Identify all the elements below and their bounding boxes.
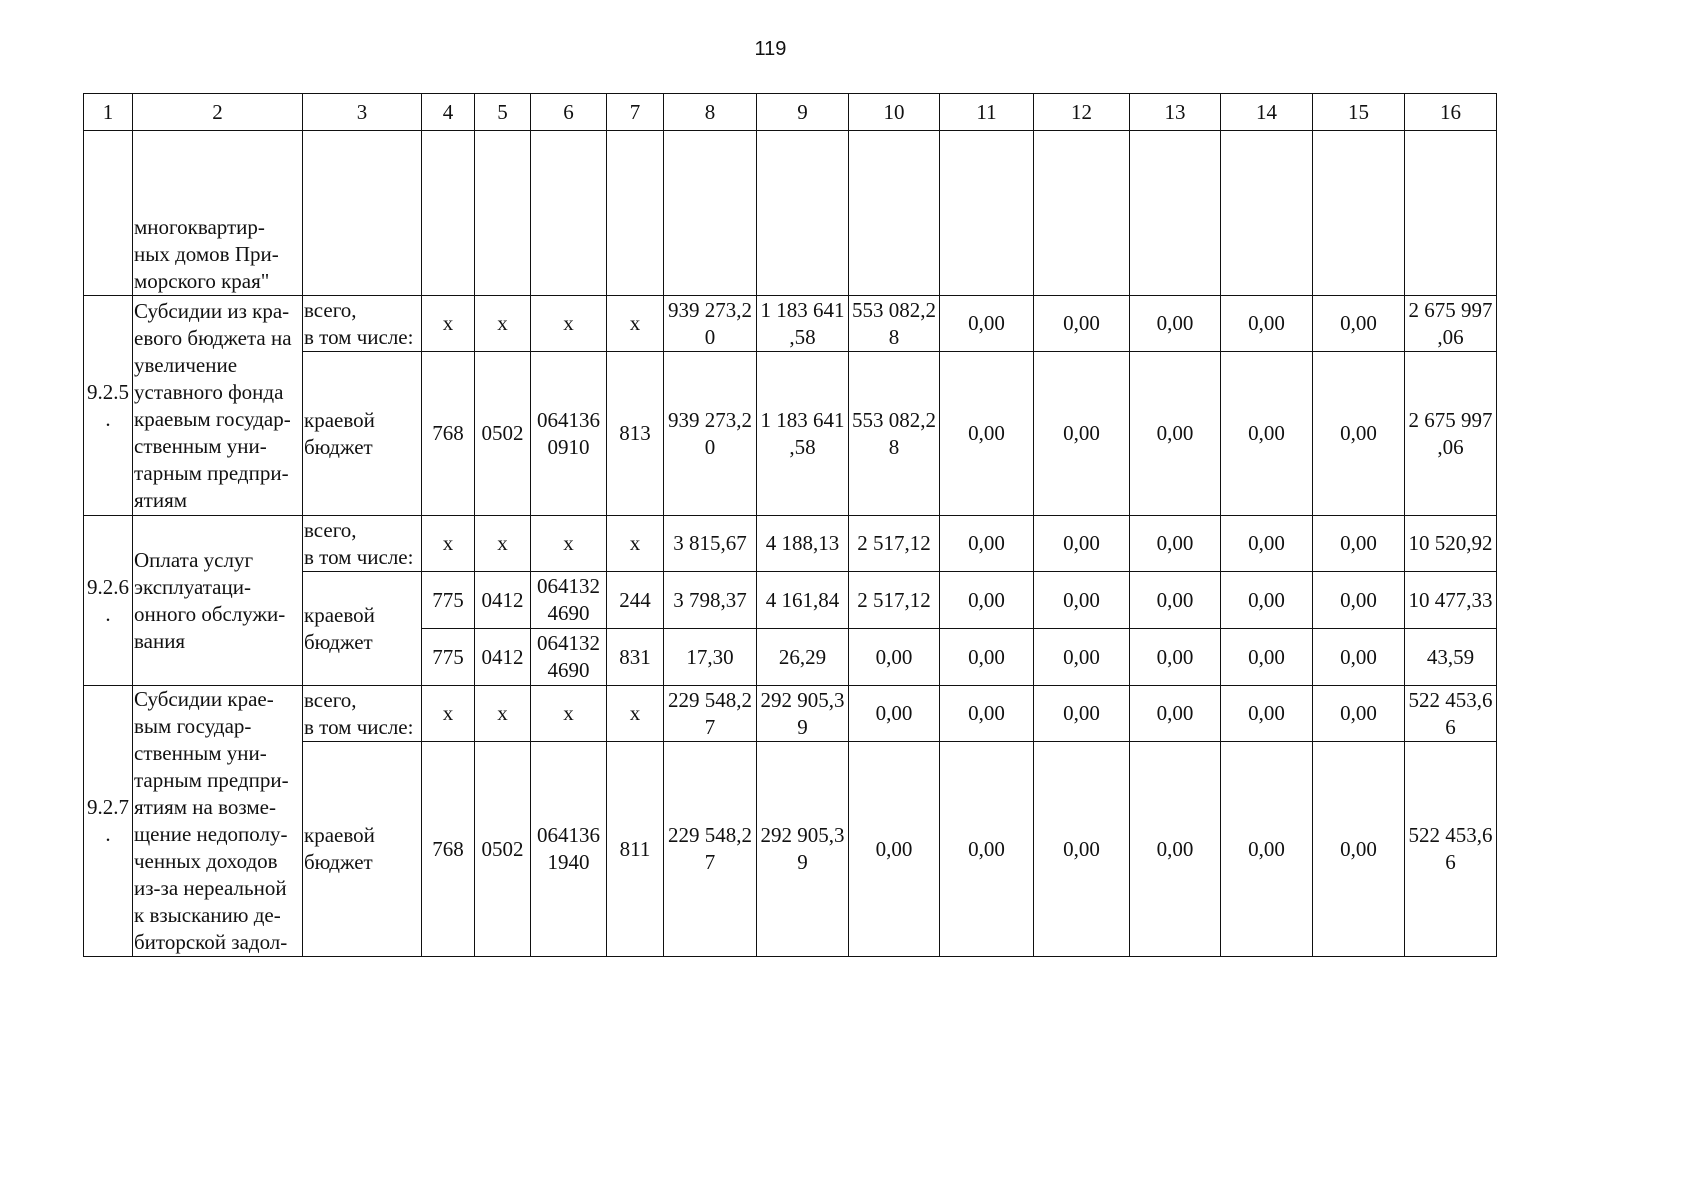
funding-source-cell: всего, в том числе: bbox=[303, 686, 422, 742]
value-cell: 0,00 bbox=[1034, 742, 1130, 957]
value-cell: 0,00 bbox=[1034, 296, 1130, 352]
value-cell: 0,00 bbox=[1130, 629, 1221, 686]
funding-source-cell: краевой бюджет bbox=[303, 352, 422, 516]
value-cell: 0,00 bbox=[849, 629, 940, 686]
value-cell: x bbox=[607, 686, 664, 742]
value-cell: 0,00 bbox=[940, 572, 1034, 629]
empty-cell bbox=[607, 131, 664, 296]
value-cell: 2 517,12 bbox=[849, 516, 940, 572]
row-number-cell: 9.2.6 . bbox=[84, 516, 133, 686]
table-row-9-2-7-total bbox=[84, 686, 1497, 742]
value-cell: 0,00 bbox=[849, 686, 940, 742]
value-cell: 0,00 bbox=[1221, 572, 1313, 629]
budget-table bbox=[83, 93, 1497, 957]
empty-cell bbox=[664, 131, 757, 296]
value-cell: 1 183 641 ,58 bbox=[757, 296, 849, 352]
event-name-cell: многоквартир- ных домов При- морского края" bbox=[133, 131, 303, 296]
value-cell: 0,00 bbox=[1221, 629, 1313, 686]
value-cell: x bbox=[531, 296, 607, 352]
value-cell: 0,00 bbox=[1130, 686, 1221, 742]
value-cell: 522 453,6 6 bbox=[1405, 686, 1497, 742]
value-cell: 0,00 bbox=[1313, 742, 1405, 957]
value-cell: 0,00 bbox=[1130, 516, 1221, 572]
value-cell: 292 905,3 9 bbox=[757, 742, 849, 957]
page-number: 119 bbox=[754, 38, 787, 60]
value-cell: 4 188,13 bbox=[757, 516, 849, 572]
value-cell: 0,00 bbox=[1313, 352, 1405, 516]
value-cell: 3 815,67 bbox=[664, 516, 757, 572]
value-cell: 0412 bbox=[475, 629, 531, 686]
table-row-9-2-6-total bbox=[84, 516, 1497, 572]
header-cell: 14 bbox=[1221, 94, 1313, 131]
funding-source-cell: краевой бюджет bbox=[303, 742, 422, 957]
value-cell: 0,00 bbox=[1313, 516, 1405, 572]
header-cell: 8 bbox=[664, 94, 757, 131]
value-cell: 939 273,2 0 bbox=[664, 352, 757, 516]
empty-cell bbox=[531, 131, 607, 296]
header-cell: 12 bbox=[1034, 94, 1130, 131]
value-cell: 0,00 bbox=[1313, 629, 1405, 686]
value-cell: 553 082,2 8 bbox=[849, 296, 940, 352]
value-cell: x bbox=[531, 686, 607, 742]
value-cell: 0,00 bbox=[1034, 686, 1130, 742]
value-cell: 831 bbox=[607, 629, 664, 686]
value-cell: 0,00 bbox=[940, 296, 1034, 352]
header-cell: 11 bbox=[940, 94, 1034, 131]
header-cell: 5 bbox=[475, 94, 531, 131]
value-cell: x bbox=[475, 296, 531, 352]
value-cell: 0412 bbox=[475, 572, 531, 629]
value-cell: 2 675 997 ,06 bbox=[1405, 296, 1497, 352]
value-cell: x bbox=[607, 296, 664, 352]
value-cell: 0,00 bbox=[1221, 352, 1313, 516]
value-cell: 0,00 bbox=[1313, 296, 1405, 352]
value-cell: 292 905,3 9 bbox=[757, 686, 849, 742]
header-cell: 13 bbox=[1130, 94, 1221, 131]
value-cell: 0,00 bbox=[849, 742, 940, 957]
value-cell: x bbox=[475, 686, 531, 742]
empty-cell bbox=[1405, 131, 1497, 296]
value-cell: 0502 bbox=[475, 742, 531, 957]
value-cell: 26,29 bbox=[757, 629, 849, 686]
value-cell: 813 bbox=[607, 352, 664, 516]
value-cell: 064132 4690 bbox=[531, 572, 607, 629]
value-cell: x bbox=[422, 296, 475, 352]
row-number-cell: 9.2.7 . bbox=[84, 686, 133, 957]
empty-cell bbox=[1130, 131, 1221, 296]
value-cell: 0,00 bbox=[1130, 742, 1221, 957]
empty-cell bbox=[475, 131, 531, 296]
value-cell: x bbox=[422, 516, 475, 572]
value-cell: 775 bbox=[422, 629, 475, 686]
value-cell: 0,00 bbox=[1034, 352, 1130, 516]
row-number-cell: 9.2.5 . bbox=[84, 296, 133, 516]
table-row-9-2-5-total bbox=[84, 296, 1497, 352]
empty-cell bbox=[940, 131, 1034, 296]
value-cell: 10 520,92 bbox=[1405, 516, 1497, 572]
empty-cell bbox=[1221, 131, 1313, 296]
event-name-cell: Субсидии крае- вым государ- ственным уни- тарным предпри- ятиям на возме- щение недополу- ченных доходов из-за нереальной к взысканию де- биторской задол- bbox=[133, 686, 303, 957]
value-cell: 811 bbox=[607, 742, 664, 957]
value-cell: 0,00 bbox=[1130, 296, 1221, 352]
funding-source-cell: всего, в том числе: bbox=[303, 296, 422, 352]
header-cell: 6 bbox=[531, 94, 607, 131]
header-cell: 16 bbox=[1405, 94, 1497, 131]
event-name-cell: Субсидии из кра- евого бюджета на увеличение уставного фонда краевым государ- ственным уни- тарным предпри- ятиям bbox=[133, 296, 303, 516]
header-cell: 3 bbox=[303, 94, 422, 131]
value-cell: 17,30 bbox=[664, 629, 757, 686]
value-cell: 0,00 bbox=[1130, 352, 1221, 516]
empty-cell bbox=[1034, 131, 1130, 296]
value-cell: 0,00 bbox=[940, 352, 1034, 516]
funding-source-cell: всего, в том числе: bbox=[303, 516, 422, 572]
value-cell: 0502 bbox=[475, 352, 531, 516]
empty-cell bbox=[303, 131, 422, 296]
value-cell: 522 453,6 6 bbox=[1405, 742, 1497, 957]
value-cell: 0,00 bbox=[1130, 572, 1221, 629]
value-cell: 244 bbox=[607, 572, 664, 629]
value-cell: 0,00 bbox=[940, 516, 1034, 572]
value-cell: 0,00 bbox=[1221, 742, 1313, 957]
value-cell: 10 477,33 bbox=[1405, 572, 1497, 629]
value-cell: 0,00 bbox=[940, 686, 1034, 742]
value-cell: 768 bbox=[422, 352, 475, 516]
header-cell: 2 bbox=[133, 94, 303, 131]
funding-source-cell: краевой бюджет bbox=[303, 572, 422, 686]
value-cell: x bbox=[607, 516, 664, 572]
value-cell: 4 161,84 bbox=[757, 572, 849, 629]
value-cell: 0,00 bbox=[940, 629, 1034, 686]
value-cell: 064136 1940 bbox=[531, 742, 607, 957]
value-cell: x bbox=[475, 516, 531, 572]
row-number-cell bbox=[84, 131, 133, 296]
value-cell: 0,00 bbox=[1034, 629, 1130, 686]
value-cell: 0,00 bbox=[1313, 686, 1405, 742]
header-row bbox=[84, 94, 1497, 131]
value-cell: x bbox=[422, 686, 475, 742]
value-cell: 0,00 bbox=[1221, 686, 1313, 742]
empty-cell bbox=[1313, 131, 1405, 296]
header-cell: 4 bbox=[422, 94, 475, 131]
value-cell: 775 bbox=[422, 572, 475, 629]
table-row-continuation bbox=[84, 131, 1497, 296]
event-name-cell: Оплата услуг эксплуатаци- онного обслужи- вания bbox=[133, 516, 303, 686]
value-cell: 0,00 bbox=[1034, 572, 1130, 629]
value-cell: 2 517,12 bbox=[849, 572, 940, 629]
value-cell: 0,00 bbox=[1221, 516, 1313, 572]
value-cell: 229 548,2 7 bbox=[664, 686, 757, 742]
value-cell: 768 bbox=[422, 742, 475, 957]
header-cell: 10 bbox=[849, 94, 940, 131]
empty-cell bbox=[757, 131, 849, 296]
value-cell: 939 273,2 0 bbox=[664, 296, 757, 352]
value-cell: 43,59 bbox=[1405, 629, 1497, 686]
value-cell: 0,00 bbox=[1034, 516, 1130, 572]
header-cell: 7 bbox=[607, 94, 664, 131]
value-cell: 2 675 997 ,06 bbox=[1405, 352, 1497, 516]
header-cell: 9 bbox=[757, 94, 849, 131]
value-cell: 553 082,2 8 bbox=[849, 352, 940, 516]
value-cell: 064132 4690 bbox=[531, 629, 607, 686]
value-cell: x bbox=[531, 516, 607, 572]
header-cell: 15 bbox=[1313, 94, 1405, 131]
header-cell: 1 bbox=[84, 94, 133, 131]
value-cell: 0,00 bbox=[940, 742, 1034, 957]
value-cell: 064136 0910 bbox=[531, 352, 607, 516]
value-cell: 1 183 641 ,58 bbox=[757, 352, 849, 516]
value-cell: 3 798,37 bbox=[664, 572, 757, 629]
value-cell: 229 548,2 7 bbox=[664, 742, 757, 957]
empty-cell bbox=[422, 131, 475, 296]
value-cell: 0,00 bbox=[1221, 296, 1313, 352]
value-cell: 0,00 bbox=[1313, 572, 1405, 629]
empty-cell bbox=[849, 131, 940, 296]
